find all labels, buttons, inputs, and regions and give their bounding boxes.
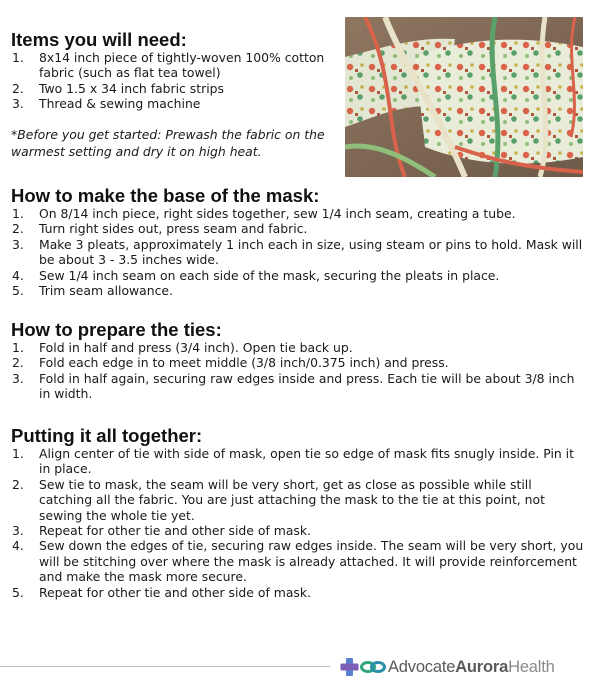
list-item: 2. Sew tie to mask, the seam will be very short, get as close as possible while still catching all the fabric. You are just attaching the mask to the tie at this point, not sewing the whole tie yet.: [12, 476, 545, 523]
list-item: 5. Repeat for other tie and other side of mask.: [12, 584, 311, 600]
together-steps-list: [11, 446, 586, 600]
section-heading: How to make the base of the mask:: [11, 185, 320, 206]
list-item: 1. On 8/14 inch piece, right sides together, sew 1/4 inch seam, creating a tube.: [12, 206, 516, 221]
logo-text-health: Health: [508, 657, 555, 676]
list-item: 1. 8x14 inch piece of tightly-woven 100% cotton fabric (such as flat tea towel): [12, 50, 325, 81]
advocate-aurora-logo: [340, 655, 555, 679]
fabric-mask-photo: [345, 17, 583, 177]
list-item: 2. Turn right sides out, press seam and fabric.: [12, 221, 308, 237]
list-item: 3. Make 3 pleats, approximately 1 inch each in size, using steam or pins to hold. Mask will be about 3 - 3.5 inches wide.: [12, 236, 583, 268]
cross-link-icon: [340, 657, 388, 677]
section-heading: How to prepare the ties:: [11, 319, 222, 340]
section-putting-together: [11, 426, 586, 600]
section-prepare-ties: [11, 320, 586, 402]
section-items-needed: [11, 30, 331, 160]
list-item: 1. Align center of tie with side of mask, open tie so edge of mask fits snugly inside. Pin it in place.: [12, 446, 574, 477]
list-item: 4. Sew 1/4 inch seam on each side of the mask, securing the pleats in place.: [12, 267, 500, 283]
list-item: 5. Trim seam allowance.: [12, 283, 173, 299]
section-mask-base: [11, 186, 586, 298]
prewash-note: *Before you get started: Prewash the fabric on the warmest setting and dry it on high heat.: [11, 126, 325, 159]
list-item: 3. Repeat for other tie and other side of mask.: [12, 523, 311, 539]
footer-divider: [0, 666, 330, 667]
list-item: 2. Two 1.5 x 34 inch fabric strips: [12, 80, 224, 96]
list-item: 2. Fold each edge in to meet middle (3/8 inch/0.375 inch) and press.: [12, 355, 449, 371]
list-item: 1. Fold in half and press (3/4 inch). Open tie back up.: [12, 340, 353, 355]
list-item: 3. Fold in half again, securing raw edges inside and press. Each tie will be about 3/8 inch in width.: [12, 370, 575, 402]
items-list: [11, 50, 331, 112]
ties-steps-list: [11, 340, 586, 402]
list-item: 3. Thread & sewing machine: [12, 96, 201, 112]
section-heading: Items you will need:: [11, 29, 187, 50]
section-heading: Putting it all together:: [11, 425, 203, 446]
logo-text-advocate: Advocate: [388, 657, 456, 676]
list-item: 4. Sew down the edges of tie, securing raw edges inside. The seam will be very short, you will be stitching over where the mask is already attached. It will provide reinforcement and make the mask more secure.: [12, 538, 584, 585]
logo-text-aurora: Aurora: [455, 657, 509, 676]
base-steps-list: [11, 206, 586, 298]
